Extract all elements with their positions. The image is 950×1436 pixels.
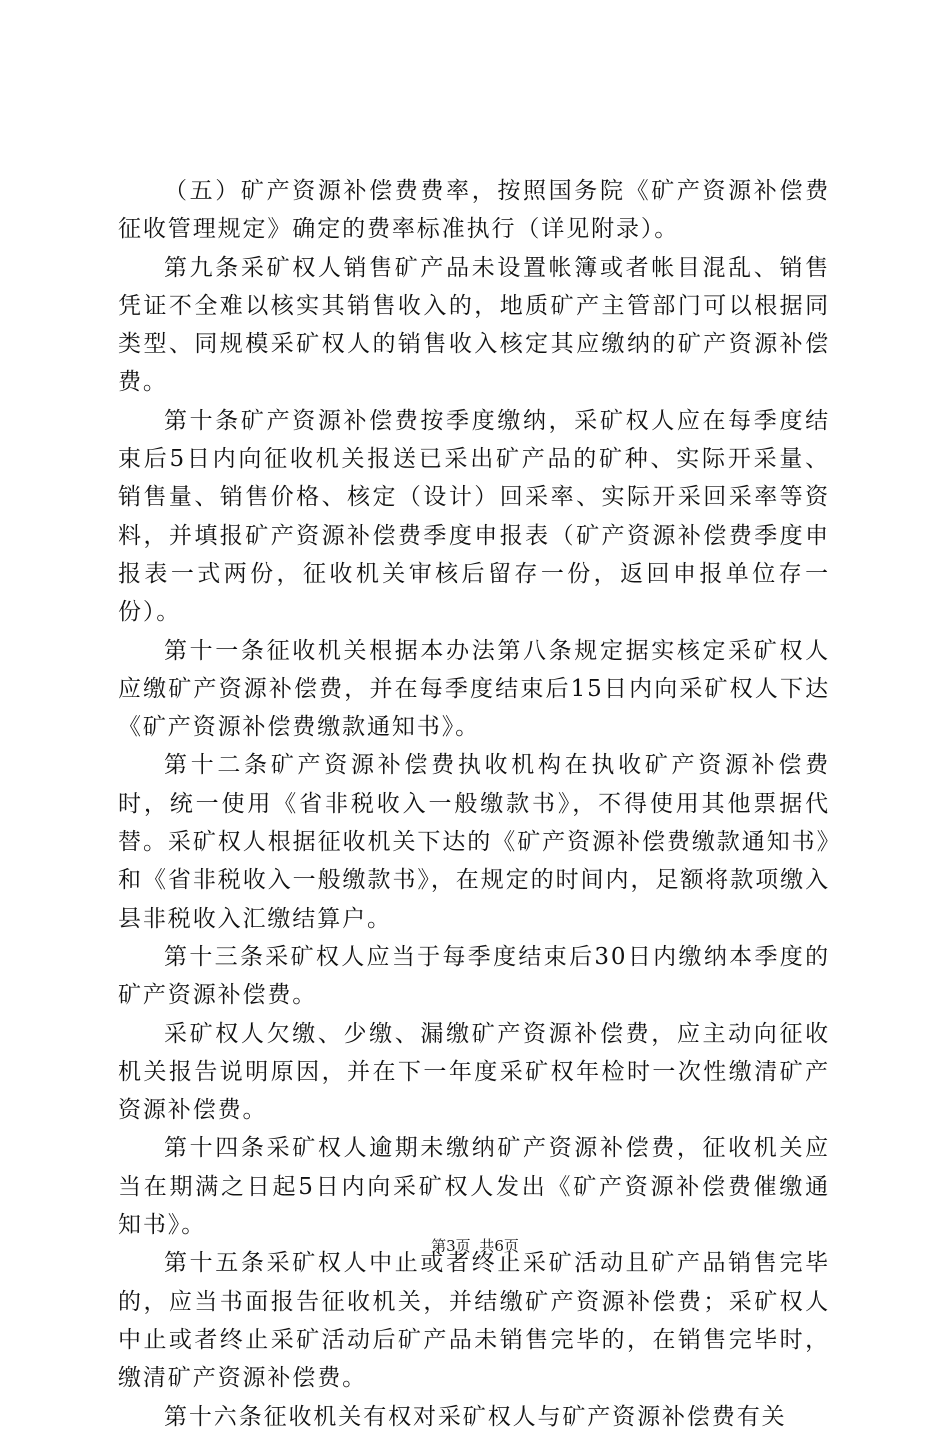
paragraph-3: 第十条矿产资源补偿费按季度缴纳，采矿权人应在每季度结束后5日内向征收机关报送已采出矿产品的矿种、实际开采量、销售量、销售价格、核定（设计）回采率、实际开采回采率等资料，并填报矿产资源补偿费季度申报表（矿产资源补偿费季度申报表一式两份，征收机关审核后留存一份，返回申报单位存一份）。 [118, 407, 830, 626]
page-footer [0, 1236, 950, 1256]
paragraph-9: 第十五条采矿权人中止或者终止采矿活动且矿产品销售完毕的，应当书面报告征收机关，并结缴矿产资源补偿费；采矿权人中止或者终止采矿活动后矿产品未销售完毕的，在销售完毕时，缴清矿产资源补偿费。 [118, 1250, 830, 1392]
paragraph-2: 第九条采矿权人销售矿产品未设置帐簿或者帐目混乱、销售凭证不全难以核实其销售收入的，地质矿产主管部门可以根据同类型、同规模采矿权人的销售收入核定其应缴纳的矿产资源补偿费。 [118, 254, 830, 396]
page-number: 第3页 [431, 1237, 471, 1255]
paragraph-7: 采矿权人欠缴、少缴、漏缴矿产资源补偿费，应主动向征收机关报告说明原因，并在下一年度采矿权年检时一次性缴清矿产资源补偿费。 [118, 1020, 830, 1124]
paragraph-1: （五）矿产资源补偿费费率，按照国务院《矿产资源补偿费征收管理规定》确定的费率标准执行（详见附录）。 [118, 178, 830, 243]
paragraph-5: 第十二条矿产资源补偿费执收机构在执收矿产资源补偿费时，统一使用《省非税收入一般缴款书》，不得使用其他票据代替。采矿权人根据征收机关下达的《矿产资源补偿费缴款通知书》和《省非税收入一般缴款书》，在规定的时间内，足额将款项缴入县非税收入汇缴结算户。 [118, 752, 830, 932]
page-total: 共6页 [479, 1237, 519, 1255]
paragraph-6: 第十三条采矿权人应当于每季度结束后30日内缴纳本季度的矿产资源补偿费。 [118, 943, 830, 1009]
paragraph-8: 第十四条采矿权人逾期未缴纳矿产资源补偿费，征收机关应当在期满之日起5日内向采矿权人发出《矿产资源补偿费催缴通知书》。 [118, 1135, 830, 1239]
paragraph-10: 第十六条征收机关有权对采矿权人与矿产资源补偿费有关 [164, 1403, 787, 1430]
paragraph-4: 第十一条征收机关根据本办法第八条规定据实核定采矿权人应缴矿产资源补偿费，并在每季度结束后15日内向采矿权人下达《矿产资源补偿费缴款通知书》。 [118, 637, 830, 741]
